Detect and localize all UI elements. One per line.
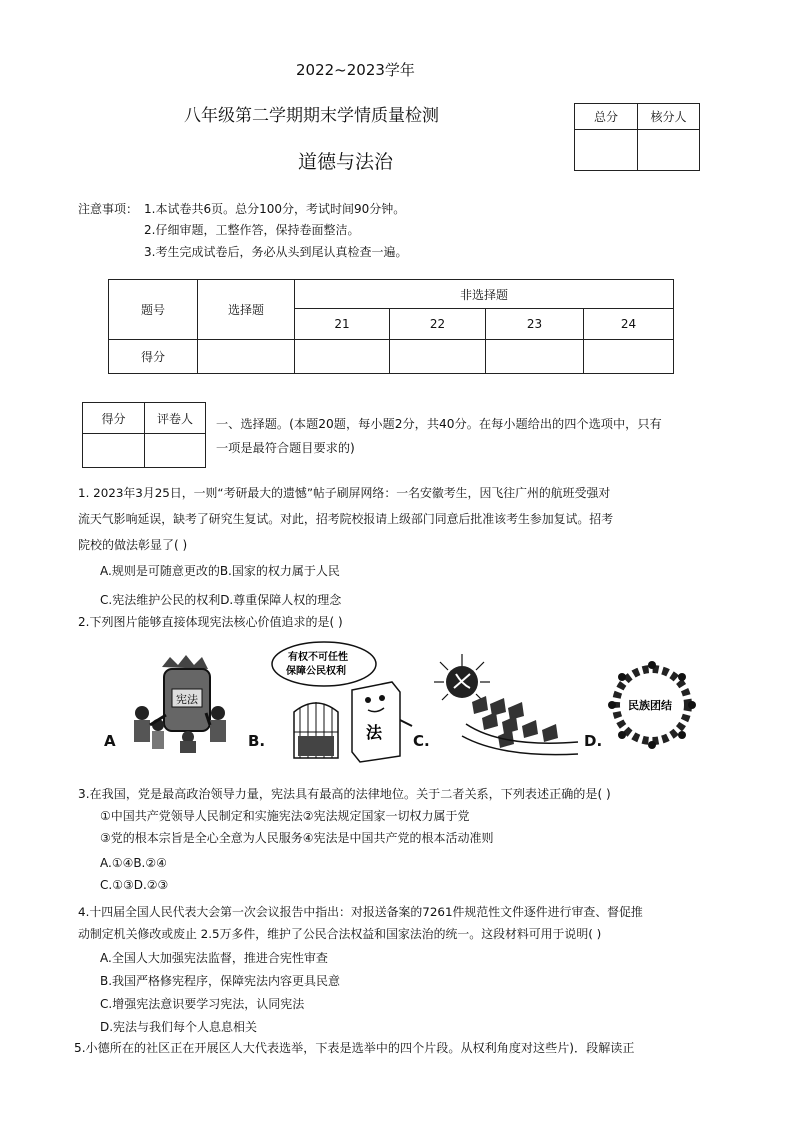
- q2-image-d: [602, 655, 702, 755]
- header-q24: 24: [584, 309, 674, 340]
- q2-stem: 2.下列图片能够直接体现宪法核心价值追求的是( ): [78, 615, 343, 629]
- q2-image-c: [432, 652, 582, 762]
- note-item-3: 3.考生完成试卷后，务必从头到尾认真检查一遍。: [144, 245, 408, 259]
- q4-option-c: C.增强宪法意识要学习宪法，认同宪法: [100, 997, 305, 1011]
- q1-option-cd: C.宪法维护公民的权利D.尊重保障人权的理念: [100, 593, 342, 607]
- header-q22: 22: [390, 309, 486, 340]
- grader-score-label: 得分: [83, 403, 145, 434]
- section1-heading-line1: 一、选择题。(本题20题，每小题2分，共40分。在每小题给出的四个选项中，只有: [216, 417, 662, 431]
- q1-option-ab: A.规则是可随意更改的B.国家的权力属于人民: [100, 564, 340, 578]
- score-cell: [486, 340, 584, 374]
- grader-box: [82, 402, 206, 468]
- q2-image-a-text: 宪法: [176, 693, 198, 706]
- total-score-label: 总分: [575, 104, 638, 130]
- row-score-label: 得分: [109, 340, 198, 374]
- grader-label: 评卷人: [145, 403, 206, 434]
- q3-option-cd: C.①③D.②③: [100, 878, 169, 892]
- exam-year: 2022~2023学年: [296, 61, 415, 79]
- q1-line3: 院校的做法彰显了( ): [78, 538, 188, 552]
- q4-option-b: B.我国严格修宪程序，保障宪法内容更具民意: [100, 974, 341, 988]
- checker-label: 核分人: [638, 104, 700, 130]
- q3-statements-2: ③党的根本宗旨是全心全意为人民服务④宪法是中国共产党的根本活动准则: [100, 831, 494, 845]
- notes-label: 注意事项：: [78, 202, 139, 216]
- header-q21: 21: [295, 309, 390, 340]
- score-cell: [295, 340, 390, 374]
- q2-label-b: B.: [248, 732, 266, 750]
- exam-subject: 道德与法治: [298, 151, 394, 173]
- q5-line1: 5.小德所在的社区正在开展区人大代表选举，下表是选举中的四个片段。从权利角度对这些片)．段解读正: [74, 1041, 635, 1055]
- score-cell: [584, 340, 674, 374]
- q4-line2: 动制定机关修改或废止 2.5万多件，维护了公民合法权益和国家法治的统一。这段材料可用于说明( ): [78, 927, 602, 941]
- q2-image-a: [122, 655, 240, 755]
- note-item-2: 2.仔细审题，工整作答，保持卷面整洁。: [144, 223, 360, 237]
- header-nonchoice: 非选择题: [295, 280, 674, 309]
- score-cell: [198, 340, 295, 374]
- header-q23: 23: [486, 309, 584, 340]
- q2-image-b: [268, 640, 418, 765]
- q2-image-b-book: 法: [366, 723, 383, 742]
- grader-cell: [145, 434, 206, 468]
- total-score-box: [574, 103, 700, 171]
- score-cell: [390, 340, 486, 374]
- q4-option-a: A.全国人大加强宪法监督，推进合宪性审查: [100, 951, 328, 965]
- q2-label-a: A: [104, 732, 116, 750]
- q2-label-d: D.: [584, 732, 603, 750]
- header-choice: 选择题: [198, 280, 295, 340]
- checker-cell: [638, 130, 700, 171]
- q2-image-b-bubble1: 有权不可任性: [288, 652, 348, 663]
- note-item-1: 1.本试卷共6页。总分100分，考试时间90分钟。: [144, 202, 406, 216]
- header-question-no: 题号: [109, 280, 198, 340]
- exam-title: 八年级第二学期期末学情质量检测: [184, 106, 439, 126]
- q3-stem: 3.在我国，党是最高政治领导力量，宪法具有最高的法律地位。关于二者关系，下列表述正确的是( ): [78, 787, 611, 801]
- section1-heading-line2: 一项是最符合题目要求的): [216, 441, 355, 455]
- total-score-cell: [575, 130, 638, 171]
- q3-statements-1: ①中国共产党领导人民制定和实施宪法②宪法规定国家一切权力属于党: [100, 809, 470, 823]
- score-table: [108, 279, 674, 374]
- q1-line2: 流天气影响延误，缺考了研究生复试。对此，招考院校报请上级部门同意后批准该考生参加复试。招考: [78, 512, 614, 526]
- q3-option-ab: A.①④B.②④: [100, 856, 167, 870]
- q2-label-c: C.: [413, 732, 430, 750]
- q4-line1: 4.十四届全国人民代表大会第一次会议报告中指出：对报送备案的7261件规范性文件逐件进行审查、督促推: [78, 905, 643, 919]
- q1-line1: 1. 2023年3月25日，一则“考研最大的遗憾”帖子刷屏网络：一名安徽考生，因飞往广州的航班受强对: [78, 486, 611, 500]
- q4-option-d: D.宪法与我们每个人息息相关: [100, 1020, 258, 1034]
- q2-image-b-bubble2: 保障公民权利: [286, 666, 346, 677]
- grader-score-cell: [83, 434, 145, 468]
- q2-image-d-text: 民族团结: [628, 699, 672, 712]
